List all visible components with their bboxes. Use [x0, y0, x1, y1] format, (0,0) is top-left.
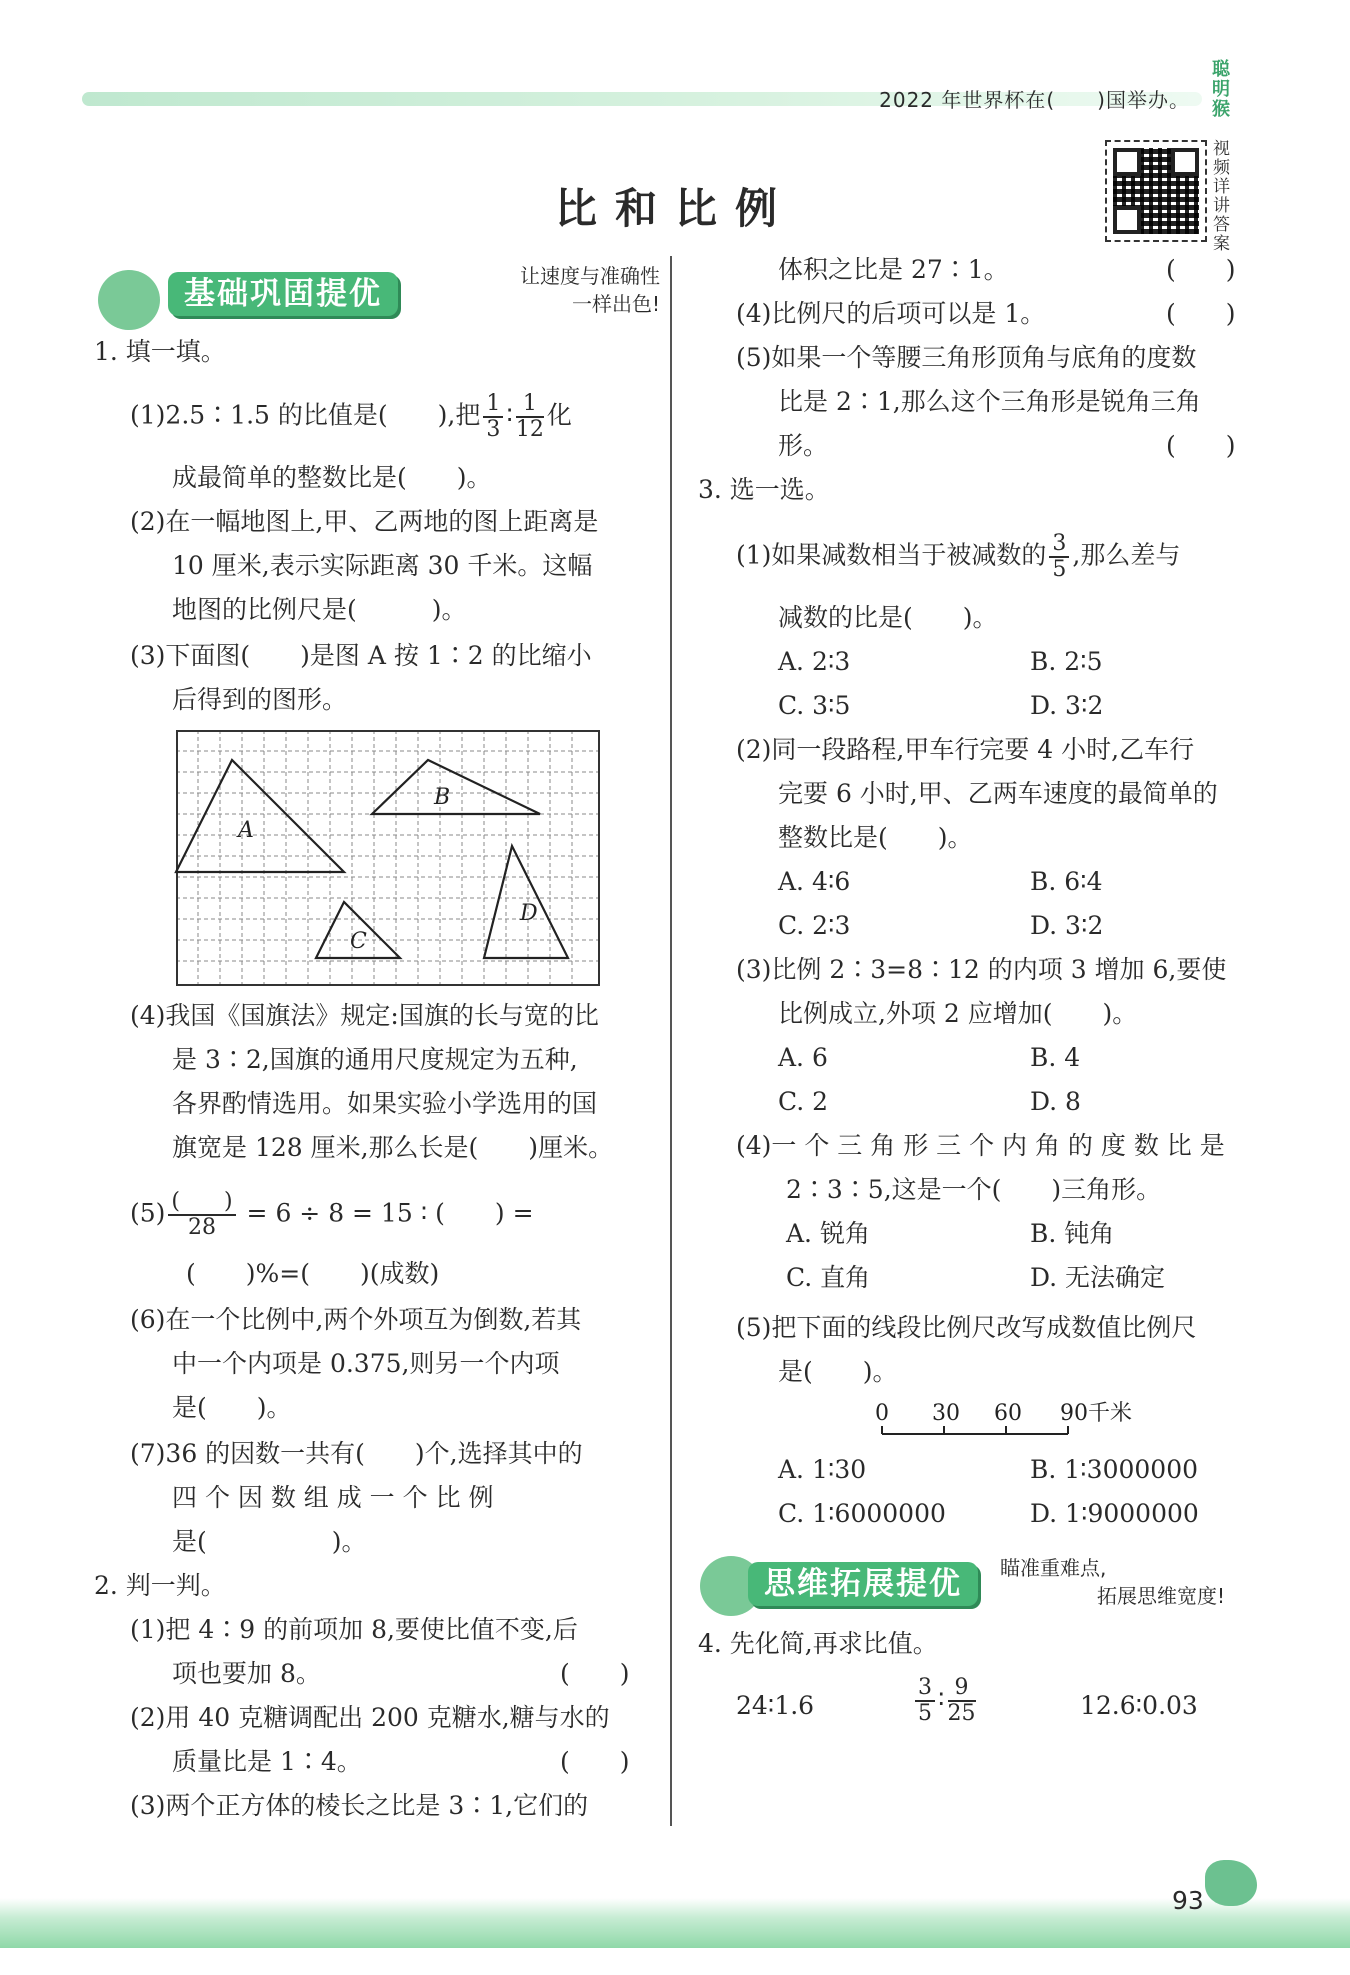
option[interactable]: D. 3∶2	[1030, 691, 1104, 720]
option[interactable]: B. 6∶4	[1030, 867, 1103, 896]
q1-5-line2: ( )%=( )(成数)	[186, 1259, 440, 1288]
q2-3-line: (3)两个正方体的棱长之比是 3∶1,它们的	[130, 1791, 589, 1820]
option[interactable]: A. 4∶6	[778, 867, 851, 896]
fraction-denominator: 25	[947, 1701, 976, 1726]
q1-2-line: (2)在一幅地图上,甲、乙两地的图上距离是	[130, 507, 599, 536]
fraction	[168, 1190, 235, 1240]
q1-2-line: 10 厘米,表示实际距离 30 千米。这幅	[172, 551, 593, 580]
section-note-basic	[430, 262, 660, 318]
section-banner-extension: 思维拓展提优	[748, 1562, 978, 1606]
q1-6-line: (6)在一个比例中,两个外项互为倒数,若其	[130, 1305, 582, 1334]
fraction-numerator: 3	[1049, 532, 1069, 558]
answer-paren[interactable]: ( )	[1166, 299, 1236, 328]
q2-5-line: 形。	[778, 431, 829, 460]
answer-paren[interactable]: ( )	[560, 1659, 630, 1688]
fraction-numerator: 1	[483, 392, 503, 418]
q2-5-line: (5)如果一个等腰三角形顶角与底角的度数	[736, 343, 1197, 372]
section-note-line: 一样出色!	[571, 292, 660, 316]
q3-3-line: 比例成立,外项 2 应增加( )。	[778, 999, 1138, 1028]
fraction-numerator: 9	[948, 1676, 976, 1702]
answer-paren[interactable]: ( )	[1166, 255, 1236, 284]
q1-4-line: 旗宽是 128 厘米,那么长是( )厘米。	[172, 1133, 614, 1162]
q1-heading: 1. 填一填。	[94, 337, 226, 366]
q3-heading: 3. 选一选。	[698, 475, 830, 504]
q2-1-line: (1)把 4∶9 的前项加 8,要使比值不变,后	[130, 1615, 578, 1644]
option[interactable]: C. 2∶3	[778, 911, 851, 940]
line-scale	[870, 1396, 1132, 1444]
option[interactable]: C. 直角	[786, 1263, 871, 1292]
option[interactable]: A. 6	[778, 1043, 828, 1072]
colon: ∶	[506, 400, 513, 430]
option[interactable]: B. 1∶3000000	[1030, 1455, 1199, 1484]
q1-6-line: 中一个内项是 0.375,则另一个内项	[172, 1349, 560, 1378]
q4-expression: 12.6∶0.03	[1080, 1691, 1198, 1720]
fraction-numerator: 1	[516, 392, 544, 418]
q1-1-text: (1)2.5∶1.5 的比值是( ),把	[130, 400, 481, 430]
fraction-denominator: 28	[188, 1215, 216, 1240]
fraction	[1049, 532, 1069, 582]
q3-4-line: (4)一 个 三 角 形 三 个 内 角 的 度 数 比 是	[736, 1131, 1225, 1160]
q3-1-line	[736, 532, 1180, 582]
triangle-a	[176, 760, 344, 872]
q1-7-line: 是( )。	[172, 1527, 367, 1556]
qr-corner	[1113, 148, 1141, 176]
scale-tick: 0	[875, 1401, 889, 1426]
fraction-numerator: 3	[915, 1676, 935, 1702]
option[interactable]: C. 1∶6000000	[778, 1499, 946, 1528]
q1-6-line: 是( )。	[172, 1393, 292, 1422]
section-note-line: 拓展思维宽度!	[1096, 1584, 1225, 1608]
fraction-denominator: 12	[515, 417, 544, 442]
q3-1-line2: 减数的比是( )。	[778, 603, 998, 632]
brand-logo: 聪 明 猴	[1212, 59, 1230, 120]
q2-2-line: (2)用 40 克糖调配出 200 克糖水,糖与水的	[130, 1703, 610, 1732]
answer-paren[interactable]: ( )	[1166, 431, 1236, 460]
qr-code[interactable]	[1105, 140, 1207, 242]
section-note-extension	[1000, 1554, 1225, 1610]
colon: ∶	[938, 1684, 945, 1714]
section-note-line: 瞄准重难点,	[1000, 1556, 1107, 1580]
q1-4-line: (4)我国《国旗法》规定:国旗的长与宽的比	[130, 1001, 599, 1030]
option[interactable]: A. 2∶3	[778, 647, 851, 676]
footer-stripe	[0, 1898, 1350, 1948]
qr-label: 视频详讲答案	[1213, 139, 1230, 254]
fraction-denominator: 5	[1052, 557, 1067, 582]
page-title: 比和比例	[554, 184, 795, 233]
q2-3-line2: 体积之比是 27∶1。	[778, 255, 1009, 284]
option[interactable]: D. 8	[1030, 1087, 1081, 1116]
q4-expression	[912, 1676, 979, 1726]
q3-2-line: (2)同一段路程,甲车行完要 4 小时,乙车行	[736, 735, 1195, 764]
fraction	[516, 392, 544, 442]
q3-5-line: 是( )。	[778, 1357, 898, 1386]
page-number: 93	[1172, 1886, 1204, 1915]
q4-expression: 24∶1.6	[736, 1691, 815, 1720]
option[interactable]: B. 4	[1030, 1043, 1081, 1072]
q2-heading: 2. 判一判。	[94, 1571, 226, 1600]
option[interactable]: D. 3∶2	[1030, 911, 1104, 940]
fraction	[915, 1676, 935, 1726]
q1-3-line: 后得到的图形。	[172, 685, 348, 714]
column-divider	[670, 256, 672, 1826]
q3-2-line: 整数比是( )。	[778, 823, 973, 852]
q3-4-line: 2∶3∶5,这是一个( )三角形。	[786, 1175, 1162, 1204]
triangle-b	[372, 760, 540, 814]
q1-5-label: (5)	[130, 1198, 166, 1228]
fraction-numerator: ( )	[168, 1190, 235, 1216]
q1-5-rest: = 6 ÷ 8 = 15 ∶ ( ) =	[246, 1198, 534, 1228]
label-a: A	[238, 818, 254, 843]
q1-2-line: 地图的比例尺是( )。	[172, 595, 467, 624]
mascot-icon	[98, 270, 160, 330]
q1-1-end: 化	[546, 400, 572, 430]
triangle-grid-figure	[176, 730, 600, 986]
q3-1-end: ,那么差与	[1072, 540, 1181, 570]
fraction	[483, 392, 503, 442]
fraction-denominator: 5	[918, 1701, 932, 1726]
option[interactable]: B. 2∶5	[1030, 647, 1103, 676]
scale-tick: 60	[994, 1401, 1022, 1426]
q1-3-line: (3)下面图( )是图 A 按 1∶2 的比缩小	[130, 641, 592, 670]
label-d: D	[520, 901, 538, 926]
option[interactable]: A. 1∶30	[778, 1455, 867, 1484]
q4-heading: 4. 先化简,再求比值。	[698, 1629, 938, 1658]
q2-5-line: 比是 2∶1,那么这个三角形是锐角三角	[778, 387, 1201, 416]
q3-5-line: (5)把下面的线段比例尺改写成数值比例尺	[736, 1313, 1197, 1342]
fraction-denominator: 3	[486, 417, 501, 442]
scale-tick: 90千米	[1060, 1401, 1132, 1426]
answer-paren[interactable]: ( )	[560, 1747, 630, 1776]
q1-4-line: 是 3∶2,国旗的通用尺度规定为五种,	[172, 1045, 578, 1074]
q2-4-line: (4)比例尺的后项可以是 1。	[736, 299, 1046, 328]
fraction	[948, 1676, 976, 1726]
option[interactable]: D. 无法确定	[1030, 1263, 1166, 1292]
option[interactable]: C. 2	[778, 1087, 829, 1116]
option[interactable]: A. 锐角	[786, 1219, 870, 1248]
q1-5-line	[130, 1190, 534, 1240]
q1-7-line: 四 个 因 数 组 成 一 个 比 例	[172, 1483, 494, 1512]
dolphin-icon	[1205, 1860, 1257, 1906]
label-b: B	[434, 785, 451, 810]
q1-1-line2: 成最简单的整数比是( )。	[172, 463, 492, 492]
option[interactable]: D. 1∶9000000	[1030, 1499, 1199, 1528]
qr-corner	[1113, 206, 1141, 234]
section-banner-basic: 基础巩固提优	[168, 272, 398, 316]
q2-2-line: 质量比是 1∶4。	[172, 1747, 362, 1776]
q3-2-line: 完要 6 小时,甲、乙两车速度的最简单的	[778, 779, 1218, 808]
scale-tick: 30	[932, 1401, 960, 1426]
q3-1-text: (1)如果减数相当于被减数的	[736, 540, 1047, 570]
qr-corner	[1171, 148, 1199, 176]
option[interactable]: B. 钝角	[1030, 1219, 1115, 1248]
q1-4-line: 各界酌情选用。如果实验小学选用的国	[172, 1089, 598, 1118]
q2-1-line: 项也要加 8。	[172, 1659, 321, 1688]
q1-1-line	[130, 392, 572, 442]
q1-7-line: (7)36 的因数一共有( )个,选择其中的	[130, 1439, 583, 1468]
section-note-line: 让速度与准确性	[520, 264, 660, 288]
label-c: C	[350, 929, 367, 954]
header-trivia: 2022 年世界杯在( )国举办。	[879, 88, 1190, 112]
option[interactable]: C. 3∶5	[778, 691, 851, 720]
q3-3-line: (3)比例 2∶3=8∶12 的内项 3 增加 6,要使	[736, 955, 1227, 984]
